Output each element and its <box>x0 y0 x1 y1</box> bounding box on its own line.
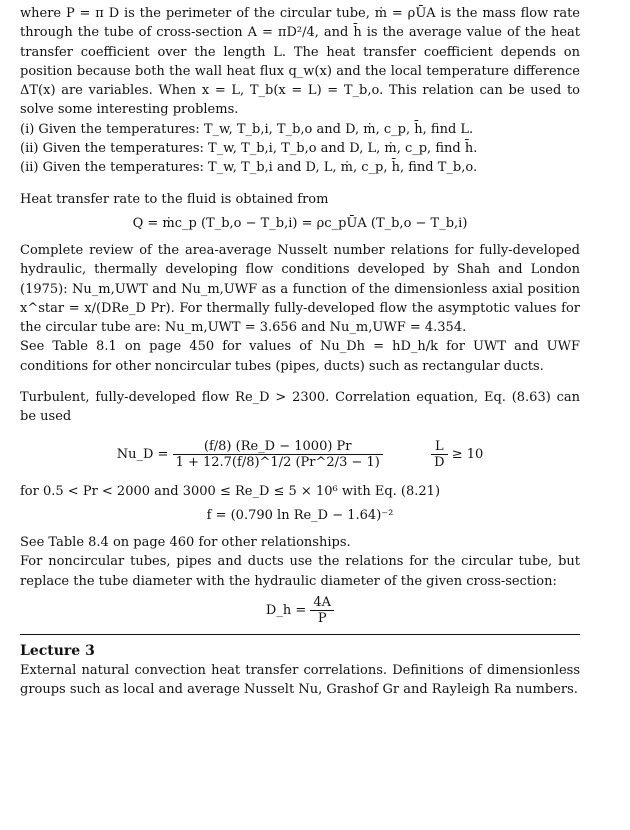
heat-rate-intro: Heat transfer rate to the fluid is obtained from <box>20 191 329 207</box>
lecture-heading: Lecture 3 <box>20 642 95 659</box>
gnielinski-fraction <box>173 439 383 470</box>
lecture-paragraph: External natural convection heat transfer correlations. Definitions of dimensionless groups such as local and average Nusselt Nu, Grashof Gr and Rayleigh Ra numbers. <box>20 662 580 698</box>
condition-fraction <box>431 439 447 470</box>
problem-item: (i) Given the temperatures: T_w, T_b,i, T_b,o and D, ṁ, c_p, h̄, find L. <box>20 121 474 137</box>
gnielinski-denominator: 1 + 12.7(f/8)^1/2 (Pr^2/3 − 1) <box>175 454 380 470</box>
range-line: for 0.5 < Pr < 2000 and 3000 ≤ Re_D ≤ 5 × 10⁶ with Eq. (8.21) <box>20 483 441 499</box>
turbulent-paragraph: Turbulent, fully-developed flow Re_D > 2300. Correlation equation, Eq. (8.63) can be used <box>20 390 580 425</box>
hydraulic-numerator: 4A <box>310 595 334 611</box>
problem-item: (ii) Given the temperatures: T_w, T_b,i and D, L, ṁ, c_p, h̄, find T_b,o. <box>20 160 478 176</box>
gnielinski-lhs: Nu_D = <box>116 446 169 462</box>
noncircular-paragraph: For noncircular tubes, pipes and ducts use the relations for the circular tube, but replace the tube diameter with the hydraulic diameter of the given cross-section: <box>20 554 580 589</box>
equation-heat-rate: Q = ṁc_p (T_b,o − T_b,i) = ρc_pŪA (T_b,o − T_b,i) <box>132 215 468 231</box>
hydraulic-lhs: D_h = <box>265 602 307 618</box>
hydraulic-fraction <box>310 595 334 626</box>
condition-numerator: L <box>431 439 447 455</box>
condition-rhs: ≥ 10 <box>451 446 484 462</box>
condition-denominator: D <box>434 454 445 470</box>
equation-friction: f = (0.790 ln Re_D − 1.64)⁻² <box>206 507 394 523</box>
review-paragraph: Complete review of the area-average Nusselt number relations for fully-developed hydraulic, thermally developing flow conditions developed by Shah and London (1975): Nu_m,UWT and Nu_m,UWF as a function of the dimensionless axial position x^star = x/(DRe_D Pr). For thermally fully-developed flow the asymptotic values for the circular tube are: Nu_m,UWT = 3.656 and Nu_m,UWF = 4.354. <box>20 242 580 336</box>
intro-paragraph: where P = π D is the perimeter of the circular tube, ṁ = ρŪA is the mass flow rate through the tube of cross-section A = πD²/4, and h̄ is the average value of the heat transfer coefficient over the length L. The heat transfer coefficient depends on position because both the wall heat flux q_w(x) and the local temperature difference ΔT(x) are variables. When x = L, T_b(x = L) = T_b,o. This relation can be used to solve some interesting problems. <box>20 6 580 118</box>
table-8-1-paragraph: See Table 8.1 on page 450 for values of Nu_Dh = hD_h/k for UWT and UWF conditions for other noncircular tubes (pipes, ducts) such as rectangular ducts. <box>20 339 580 374</box>
equation-hydraulic-diameter <box>20 595 580 626</box>
section-divider <box>20 634 580 635</box>
hydraulic-denominator: P <box>317 610 327 626</box>
table-8-4-line: See Table 8.4 on page 460 for other relationships. <box>20 534 351 550</box>
equation-gnielinski <box>20 439 580 470</box>
gnielinski-numerator: (f/8) (Re_D − 1000) Pr <box>173 439 383 455</box>
document-page <box>20 4 580 699</box>
problem-item: (ii) Given the temperatures: T_w, T_b,i, T_b,o and D, L, ṁ, c_p, find h̄. <box>20 141 478 157</box>
